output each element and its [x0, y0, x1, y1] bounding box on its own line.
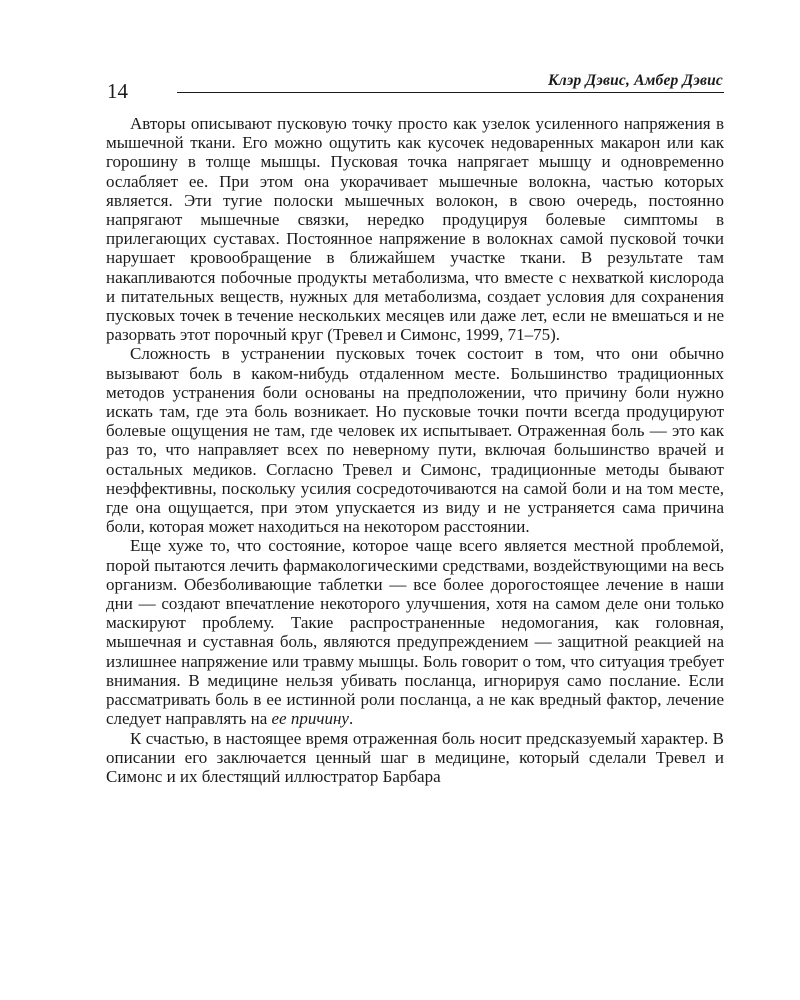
paragraph-1: Авторы описывают пусковую точку просто как узелок усиленного напряжения в мышечной ткани. Его можно ощутить как кусочек недоваренных макарон или как горошину в толще мышцы. Пусковая точка напрягает мышцу и одновременно ослабляет ее. При этом она укорачивает мышечные волокна, частью которых является. Эти тугие полоски мышечных волокон, в свою очередь, постоянно напрягают мышечные связки, нередко продуцируя болевые симптомы в прилегающих суставах. Постоянное напряжение в волокнах самой пусковой точки нарушает кровообращение в ближайшем участке ткани. В результате там накапливаются побочные продукты метаболизма, что вместе с нехваткой кислорода и питательных веществ, нужных для метаболизма, создает условия для сохранения пусковых точек в течение нескольких месяцев или даже лет, если не вмешаться и не разорвать этот порочный круг (Тревел и Симонс, 1999, 71–75). — [106, 114, 724, 345]
paragraph-2: Сложность в устранении пусковых точек состоит в том, что они обычно вызывают боль в каком-нибудь отдаленном месте. Большинство традиционных методов устранения боли основаны на предположении, что причину боли нужно искать там, где эта боль возникает. Но пусковые точки почти всегда продуцируют болевые ощущения не там, где человек их испытывает. Отраженная боль — это как раз то, что направляет всех по неверному пути, включая большинство врачей и остальных медиков. Согласно Тревел и Симонс, традиционные методы бывают неэффективны, поскольку усилия сосредоточиваются на самой боли и на том месте, где она ощущается, при этом упускается из виду и не устраняется сама причина боли, которая может находиться на некотором расстоянии. — [106, 344, 724, 537]
page-number: 14 — [107, 79, 128, 103]
paragraph-4: К счастью, в настоящее время отраженная боль носит предсказуемый характер. В описании его заключается ценный шаг в медицине, который сделали Тревел и Симонс и их блестящий иллюстратор Барбара — [106, 728, 724, 786]
paragraph-3-tail: . — [348, 709, 354, 729]
body-text — [106, 114, 724, 786]
paragraph-3-text: Еще хуже то, что состояние, которое чаще всего является местной проблемой, порой пытаются лечить фармакологическими средствами, воздействующими на весь организм. Обезболивающие таблетки — все более дорогостоящее лечение в наши дни — создают впечатление некоторого улучшения, хотя на самом деле они только маскируют проблему. Такие распространенные недомогания, как головная, мышечная и суставная боль, являются предупреждением — защитной реакцией на излишнее напряжение или травму мышцы. Боль говорит о том, что ситуация требует внимания. В медицине нельзя убивать посланца, игнорируя само послание. Если рассматривать боль в ее истинной роли посланца, а не как вредный фактор, лечение следует направлять на — [106, 536, 724, 729]
paragraph-3-emphasis: ее причину — [271, 709, 349, 729]
paragraph-3 — [106, 536, 724, 728]
running-header-title: Клэр Дэвис, Амбер Дэвис — [548, 72, 723, 89]
header-rule — [177, 92, 724, 93]
